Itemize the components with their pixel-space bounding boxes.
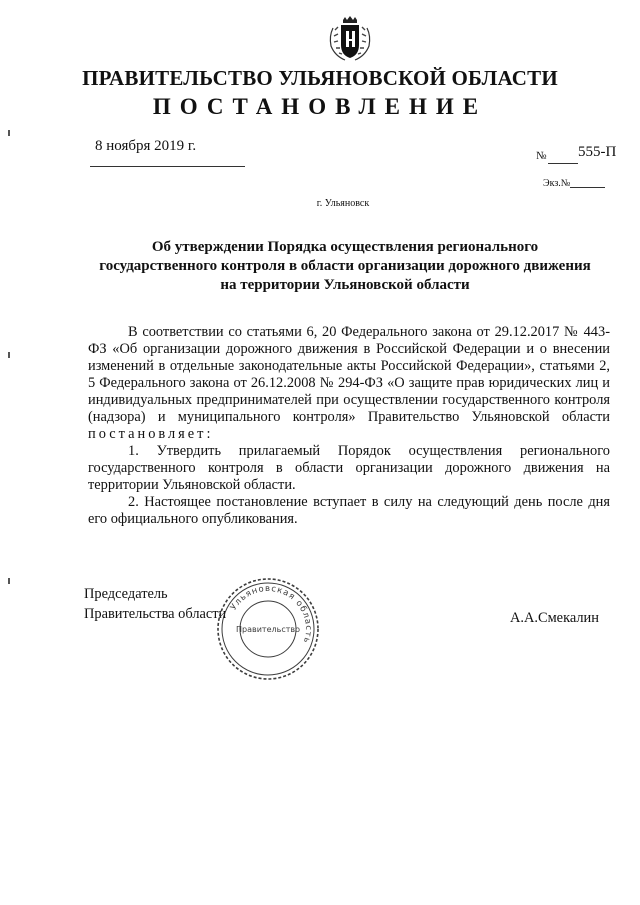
decree-verb: постановляет: xyxy=(88,426,214,442)
document-type: ПОСТАНОВЛЕНИЕ xyxy=(152,94,488,119)
signatory-role xyxy=(84,584,226,624)
heading-line: на территории Ульяновской области xyxy=(220,277,470,293)
number-sign: № xyxy=(536,150,547,162)
coat-of-arms-icon xyxy=(327,14,373,66)
seal-center-text: Правительство xyxy=(236,625,300,634)
document-heading xyxy=(95,238,595,295)
copy-label: Экз.№ xyxy=(543,178,571,189)
heading-line: государственного контроля в области организации дорожного движения xyxy=(99,258,591,274)
city-name: г. Ульяновск xyxy=(316,198,370,209)
document-number: 555-П xyxy=(578,144,617,160)
government-title: ПРАВИТЕЛЬСТВО УЛЬЯНОВСКОЙ ОБЛАСТИ xyxy=(82,66,558,90)
copy-underline xyxy=(570,187,605,188)
seal-ring-text: Ульяновская область xyxy=(228,583,314,645)
scan-mark xyxy=(8,352,10,358)
date-underline xyxy=(90,166,245,167)
role-line: Председатель xyxy=(84,586,168,602)
scan-mark xyxy=(8,578,10,584)
paragraph-preamble xyxy=(88,324,610,443)
preamble-text: В соответствии со статьями 6, 20 Федерального закона от 29.12.2017 № 443-ФЗ «Об организации дорожного движения в Российской Федерации и о внесении изменений в отдельные законодательные акты Российской Федерации», статьями 2, 5 Федерального закона от 26.12.2008 № 294-ФЗ «О защите прав юридических лиц и индивидуальных предпринимателей при осуществлении государственного контроля (надзора) и муниципального контроля» Правительство Ульяновской области xyxy=(88,324,610,425)
document-date: 8 ноября 2019 г. xyxy=(95,138,197,154)
paragraph-item-1: 1. Утвердить прилагаемый Порядок осуществления регионального государственного контроля в области организации дорожного движения на территории Ульяновской области. xyxy=(88,443,610,493)
number-underline xyxy=(548,163,578,164)
official-seal-icon xyxy=(214,575,322,683)
heading-line: Об утверждении Порядка осуществления регионального xyxy=(151,239,539,255)
svg-text:Ульяновская область xyxy=(229,584,313,645)
scan-mark xyxy=(8,130,10,136)
document-body xyxy=(88,324,610,528)
paragraph-item-2: 2. Настоящее постановление вступает в силу на следующий день после дня его официального опубликования. xyxy=(88,494,610,527)
role-line: Правительства области xyxy=(84,606,227,622)
signatory-name: А.А.Смекалин xyxy=(510,610,599,626)
